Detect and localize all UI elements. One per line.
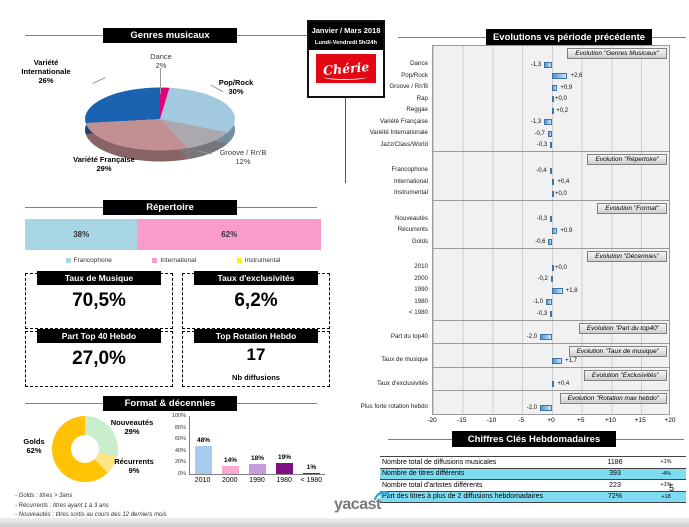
decades-ytick: 80% xyxy=(174,424,186,431)
decades-bar-slot xyxy=(274,416,296,474)
pie-label-vi-pct: 26% xyxy=(38,76,54,85)
evolution-row xyxy=(433,308,669,320)
decades-xtick: 1980 xyxy=(276,477,292,484)
evolution-value: +0,0 xyxy=(555,264,567,271)
keyfigures-section-title: Chiffres Clés Hebdomadaires xyxy=(452,431,616,447)
cherie-logo-text: Chérie xyxy=(322,59,370,78)
decades-ytick: 20% xyxy=(174,459,186,466)
decades-plot xyxy=(189,416,325,475)
keyfigures-row-change: +18 xyxy=(661,493,671,500)
pie-label-vf-pct: 29% xyxy=(96,164,112,173)
evolution-bar xyxy=(552,179,554,185)
decades-bar-value: 48% xyxy=(196,437,210,445)
evolution-row-label: Taux de musique xyxy=(381,356,428,363)
legend-item-francophone xyxy=(66,257,112,264)
evolution-row-label: Groove / Rn'B xyxy=(389,83,428,90)
evolution-bar xyxy=(550,216,552,222)
evolution-value: -0,4 xyxy=(536,167,547,174)
evolution-group-tag: Evolution "Exclusivités" xyxy=(584,370,667,381)
yacast-logo-text: yacast xyxy=(334,496,381,513)
kpi-taux-exclusivites xyxy=(182,273,330,329)
evolution-group xyxy=(378,343,672,368)
legend-swatch-instrumental xyxy=(237,258,242,263)
evolution-value: -0,2 xyxy=(537,276,548,282)
evolution-value: +0,4 xyxy=(557,179,570,185)
repertoire-legend xyxy=(25,257,321,264)
evolution-row-label: 1980 xyxy=(414,297,428,305)
evolutions-chart xyxy=(360,46,676,427)
evolution-bar xyxy=(552,381,554,387)
page-number: 5 xyxy=(669,483,675,493)
evolution-row-label: Golds xyxy=(411,237,428,245)
evolution-row-label: Francophone xyxy=(391,166,428,173)
evolution-row xyxy=(433,214,669,226)
evolution-row xyxy=(433,297,669,309)
evolutions-xtick: -20 xyxy=(427,416,437,424)
evolution-bar xyxy=(552,228,557,234)
donut-label-nouveautes xyxy=(100,418,164,436)
evolutions-xtick: -15 xyxy=(457,416,467,424)
keyfigures-row-change: +1% xyxy=(660,482,672,489)
decades-x-axis xyxy=(189,477,325,484)
evolution-group-tag: Evolution "Part du top40" xyxy=(579,323,667,334)
evolution-row xyxy=(433,225,669,237)
evolution-row-label: Instrumental xyxy=(393,189,428,196)
evolution-bar xyxy=(552,191,554,197)
pie-label-dance-name: Dance xyxy=(150,52,172,61)
donut-label-nouveautes-pct: 29% xyxy=(124,427,140,436)
evolution-bar xyxy=(546,299,552,305)
donut-label-recurrents xyxy=(102,457,166,475)
legend-swatch-francophone xyxy=(66,258,71,263)
decades-ytick: 60% xyxy=(174,436,186,443)
decades-xtick: 2000 xyxy=(221,477,238,484)
evolution-bar xyxy=(548,239,552,245)
evolution-group xyxy=(369,45,672,152)
brand-logo-area xyxy=(309,50,383,87)
kpi-part-top40-value: 27,0% xyxy=(72,348,126,369)
pie-label-dance xyxy=(138,52,184,70)
keyfigures-row-change: +1% xyxy=(660,459,672,466)
evolution-group xyxy=(378,320,672,345)
evolution-row-label: 2000 xyxy=(414,274,428,282)
evolution-row-label: Taux d'exclusivités xyxy=(376,379,428,387)
legend-item-instrumental xyxy=(237,257,281,264)
keyfigures-row-value: 1186 xyxy=(607,458,623,466)
evolutions-xtick: -5 xyxy=(518,416,525,424)
footnote-golds: - Golds : titres > 3ans xyxy=(15,493,73,499)
keyfigures-table xyxy=(380,456,686,503)
evolution-row xyxy=(433,94,669,106)
decades-ytick: 100% xyxy=(171,413,186,419)
decades-bar-1990 xyxy=(249,464,266,474)
evolution-row xyxy=(433,82,669,94)
pie-label-groove-name: Groove / Rn'B xyxy=(219,148,267,157)
evolution-row xyxy=(433,128,669,140)
evolution-bar xyxy=(552,85,557,91)
evolution-group-labels xyxy=(378,367,432,392)
evolutions-xtick: +5 xyxy=(577,416,585,424)
evolution-row-label: Rap xyxy=(416,94,428,102)
evolution-group-tag: Evolution "Répertoire" xyxy=(587,154,667,165)
kpi-taux-exclusivites-title: Taux d'exclusivités xyxy=(194,271,318,285)
evolution-value: -0,3 xyxy=(536,216,548,222)
evolution-value: +0,2 xyxy=(556,107,569,114)
evolution-group-labels xyxy=(378,200,432,250)
connector-line xyxy=(345,98,346,183)
decades-plot-wrap xyxy=(189,413,325,484)
decades-bar-value: 1% xyxy=(306,464,317,471)
evolution-group-tag: Evolution "Rotation max hebdo" xyxy=(560,393,667,404)
evolution-group-labels xyxy=(378,151,432,201)
evolution-value: -2,0 xyxy=(526,404,538,411)
donut-label-golds-pct: 62% xyxy=(26,446,42,455)
evolution-group xyxy=(378,248,672,321)
bottom-strip xyxy=(0,518,689,527)
evolution-row-label: Nouveautés xyxy=(394,214,428,222)
evolutions-xtick: -10 xyxy=(486,416,497,424)
evolution-bar xyxy=(550,142,552,148)
evolution-group-plot xyxy=(432,248,670,321)
evolution-group-plot xyxy=(432,390,670,415)
keyfigures-row-value: 393 xyxy=(609,470,621,478)
donut-label-golds xyxy=(14,437,54,455)
evolution-group-plot xyxy=(432,45,670,152)
evolution-value: -0,3 xyxy=(536,142,548,148)
evolution-row-label: Reggae xyxy=(406,106,428,113)
evolution-bar xyxy=(552,96,554,102)
evolution-group-labels xyxy=(378,343,432,368)
keyfigures-row-value: 72% xyxy=(607,493,622,501)
evolution-row-label: Variété Française xyxy=(379,117,428,125)
footnotes xyxy=(15,492,167,521)
evolution-value: +0,9 xyxy=(560,227,573,234)
evolution-bar xyxy=(550,311,552,317)
evolution-value: +1,7 xyxy=(565,357,577,364)
decades-bar-2000 xyxy=(222,466,239,474)
decades-bar-slot xyxy=(301,416,323,474)
evolution-group-tag: Evolution "Taux de musique" xyxy=(569,346,667,357)
evolution-value: +2,6 xyxy=(570,73,583,79)
evolution-row xyxy=(433,71,669,83)
pie-label-poprock xyxy=(208,78,264,96)
evolution-value: -0,6 xyxy=(535,239,546,245)
decades-bar-<1980 xyxy=(303,473,320,474)
footnote-nouveautes: - Nouveautés : titres sortis au cours des 12 derniers mois xyxy=(15,512,167,519)
keyfigures-row-label: Part des titres à plus de 2 diffusions hebdomadaires xyxy=(382,493,543,501)
kpi-taux-exclusivites-value: 6,2% xyxy=(234,290,278,311)
decades-y-axis xyxy=(163,413,189,477)
evolution-group-tag: Evolution "Décennies" xyxy=(587,251,667,262)
evolution-group xyxy=(378,200,672,250)
kpi-taux-de-musique-value: 70,5% xyxy=(72,290,126,311)
evolution-row xyxy=(433,140,669,152)
evolution-row xyxy=(433,59,669,71)
evolution-row-label: 2010 xyxy=(414,263,428,270)
genres-pie-face xyxy=(85,88,235,151)
repertoire-section-title: Répertoire xyxy=(103,200,237,215)
evolutions-xtick: +10 xyxy=(604,416,617,424)
keyfigures-row xyxy=(380,492,686,504)
evolution-bar xyxy=(552,288,563,294)
evolution-value: -0,3 xyxy=(536,310,548,317)
evolution-row-label: International xyxy=(393,177,428,185)
evolutions-xtick: +0 xyxy=(547,416,555,424)
evolution-group xyxy=(378,151,672,201)
evolution-value: -1,3 xyxy=(530,119,542,125)
keyfigures-row xyxy=(380,480,686,492)
repertoire-segment-international: 62% xyxy=(137,219,321,250)
keyfigures-row-value: 223 xyxy=(609,481,621,489)
keyfigures-row-label: Nombre total d'artistes différents xyxy=(382,481,483,489)
evolution-group-plot xyxy=(432,343,670,368)
evolution-row xyxy=(433,165,669,177)
decades-ytick: 0% xyxy=(178,471,186,477)
evolution-group xyxy=(378,367,672,392)
evolution-value: -1,3 xyxy=(530,61,542,68)
cherie-logo xyxy=(316,54,376,83)
evolution-row-label: Part du top40 xyxy=(390,332,428,340)
keyfigures-row xyxy=(380,457,686,469)
donut-label-golds-name: Golds xyxy=(23,437,45,446)
evolution-bar xyxy=(548,131,552,137)
pie-label-vf-name: Variété Française xyxy=(73,155,135,164)
decades-ytick: 40% xyxy=(174,447,186,454)
evolutions-xtick: +15 xyxy=(634,416,646,424)
keyfigures-row-change: -4% xyxy=(661,470,671,477)
legend-label-instrumental: Instrumental xyxy=(244,257,281,264)
evolution-value: -2,0 xyxy=(526,334,538,340)
evolution-row xyxy=(433,105,669,117)
decades-bar-2010 xyxy=(195,446,212,474)
keyfigures-row-label: Nombre total de diffusions musicales xyxy=(382,458,497,466)
pie-label-variete-internationale xyxy=(12,58,80,85)
keyfigures-row-label: Nombre de titres différents xyxy=(382,470,465,478)
evolution-row xyxy=(433,285,669,297)
evolution-row xyxy=(433,237,669,249)
repertoire-segment-francophone: 38% xyxy=(25,219,137,250)
decades-bar-slot xyxy=(220,416,242,474)
evolutions-section-title: Evolutions vs période précédente xyxy=(486,29,652,45)
evolution-row-label: Pop/Rock xyxy=(401,71,428,79)
daypart-label: Lundi-Vendredi 5h/24h xyxy=(314,40,378,46)
evolution-value: -0,7 xyxy=(534,130,545,137)
legend-item-international xyxy=(152,257,196,264)
evolution-group-labels xyxy=(378,320,432,345)
evolution-row-label: < 1980 xyxy=(408,309,428,316)
evolution-row-label: Récurrents xyxy=(397,226,428,233)
donut-label-recurrents-name: Récurrents xyxy=(114,457,154,466)
legend-label-francophone: Francophone xyxy=(73,257,112,264)
evolution-group-tag: Evolution "Format" xyxy=(597,203,667,214)
evolution-bar xyxy=(540,334,552,340)
evolution-group-plot xyxy=(432,200,670,250)
evolution-bar xyxy=(552,265,554,271)
evolution-bar xyxy=(552,108,554,114)
decades-xtick: 2010 xyxy=(194,477,211,484)
pie-label-vi-name: Variété Internationale xyxy=(21,58,71,76)
kpi-part-top40-title: Part Top 40 Hebdo xyxy=(37,329,161,343)
kpi-top-rotation-title: Top Rotation Hebdo xyxy=(194,329,318,343)
evolution-bar xyxy=(551,276,553,282)
evolution-group xyxy=(360,390,672,415)
evolution-group-labels xyxy=(369,45,432,152)
donut-label-recurrents-pct: 9% xyxy=(128,466,140,475)
evolution-value: -1,0 xyxy=(532,299,544,305)
evolution-value: +0,9 xyxy=(560,84,573,91)
evolution-row xyxy=(433,117,669,129)
leader-line xyxy=(160,68,161,94)
decades-bar-value: 19% xyxy=(277,453,291,461)
legend-label-international: International xyxy=(160,257,197,264)
evolution-bar xyxy=(552,73,567,79)
evolution-row-label: Dance xyxy=(410,60,428,67)
evolution-value: +0,0 xyxy=(555,96,567,102)
repertoire-stacked-bar xyxy=(25,219,321,250)
evolution-group-plot xyxy=(432,367,670,392)
evolution-row xyxy=(433,262,669,274)
evolution-row-label: Jazz/Class/World xyxy=(380,140,428,148)
cherie-logo-swoosh xyxy=(323,74,367,80)
evolution-bar xyxy=(550,168,552,174)
evolution-row xyxy=(433,274,669,286)
decades-xtick: 1990 xyxy=(249,477,265,484)
period-label: Janvier / Mars 2018 xyxy=(311,26,381,35)
evolution-group-plot xyxy=(432,320,670,345)
decades-bar-value: 14% xyxy=(223,456,237,464)
period-header xyxy=(309,22,383,50)
evolution-bar xyxy=(552,358,562,364)
decades-bar-value: 18% xyxy=(250,454,264,462)
yacast-logo-swoosh-icon xyxy=(374,490,392,501)
pie-label-groove xyxy=(206,148,280,166)
evolution-bar xyxy=(544,62,552,68)
pie-label-dance-pct: 2% xyxy=(155,61,167,70)
evolutions-xtick: +20 xyxy=(664,416,676,424)
kpi-taux-de-musique-title: Taux de Musique xyxy=(37,271,161,285)
evolution-bar xyxy=(544,119,552,125)
evolutions-groups xyxy=(360,45,672,415)
kpi-top-rotation xyxy=(182,331,330,387)
pie-label-groove-pct: 12% xyxy=(235,157,251,166)
decades-bar-slot xyxy=(247,416,269,474)
donut-label-nouveautes-name: Nouveautés xyxy=(110,418,154,427)
evolutions-x-axis xyxy=(427,415,676,427)
evolution-group-labels xyxy=(378,248,432,321)
donut-hole xyxy=(71,435,99,463)
evolution-row xyxy=(433,188,669,200)
evolution-group-tag: Evolution "Genres Musicaux" xyxy=(567,48,667,59)
footnote-recurrents: - Récurrents : titres ayant 1 à 3 ans xyxy=(15,502,109,509)
evolution-value: +0,0 xyxy=(555,190,567,197)
legend-swatch-international xyxy=(152,258,157,263)
decades-bar-1980 xyxy=(276,463,293,474)
kpi-part-top40 xyxy=(25,331,173,387)
pie-label-poprock-pct: 30% xyxy=(228,87,244,96)
evolution-value: +1,8 xyxy=(565,287,578,294)
kpi-top-rotation-value: 17 xyxy=(246,345,266,364)
decades-bar-chart xyxy=(163,413,325,484)
kpi-taux-de-musique xyxy=(25,273,173,329)
kpi-top-rotation-sub: Nb diffusions xyxy=(232,373,280,382)
pie-label-variete-francaise xyxy=(58,155,150,173)
evolution-group-labels xyxy=(360,390,432,415)
evolution-row xyxy=(433,177,669,189)
period-brand-box xyxy=(307,20,385,98)
evolution-row-label: Plus forte rotation hebdo xyxy=(360,403,428,410)
evolution-bar xyxy=(540,405,552,411)
pie-label-poprock-name: Pop/Rock xyxy=(218,78,254,87)
evolution-row-label: Variété Internationale xyxy=(369,129,428,136)
format-section-title: Format & décennies xyxy=(103,396,237,411)
evolution-row-label: 1990 xyxy=(414,286,428,293)
decades-xtick: < 1980 xyxy=(300,477,323,484)
evolution-value: +0,4 xyxy=(557,381,570,387)
evolution-group-plot xyxy=(432,151,670,201)
keyfigures-row xyxy=(380,469,686,481)
decades-bar-slot xyxy=(193,416,215,474)
genres-section-title: Genres musicaux xyxy=(103,28,237,43)
